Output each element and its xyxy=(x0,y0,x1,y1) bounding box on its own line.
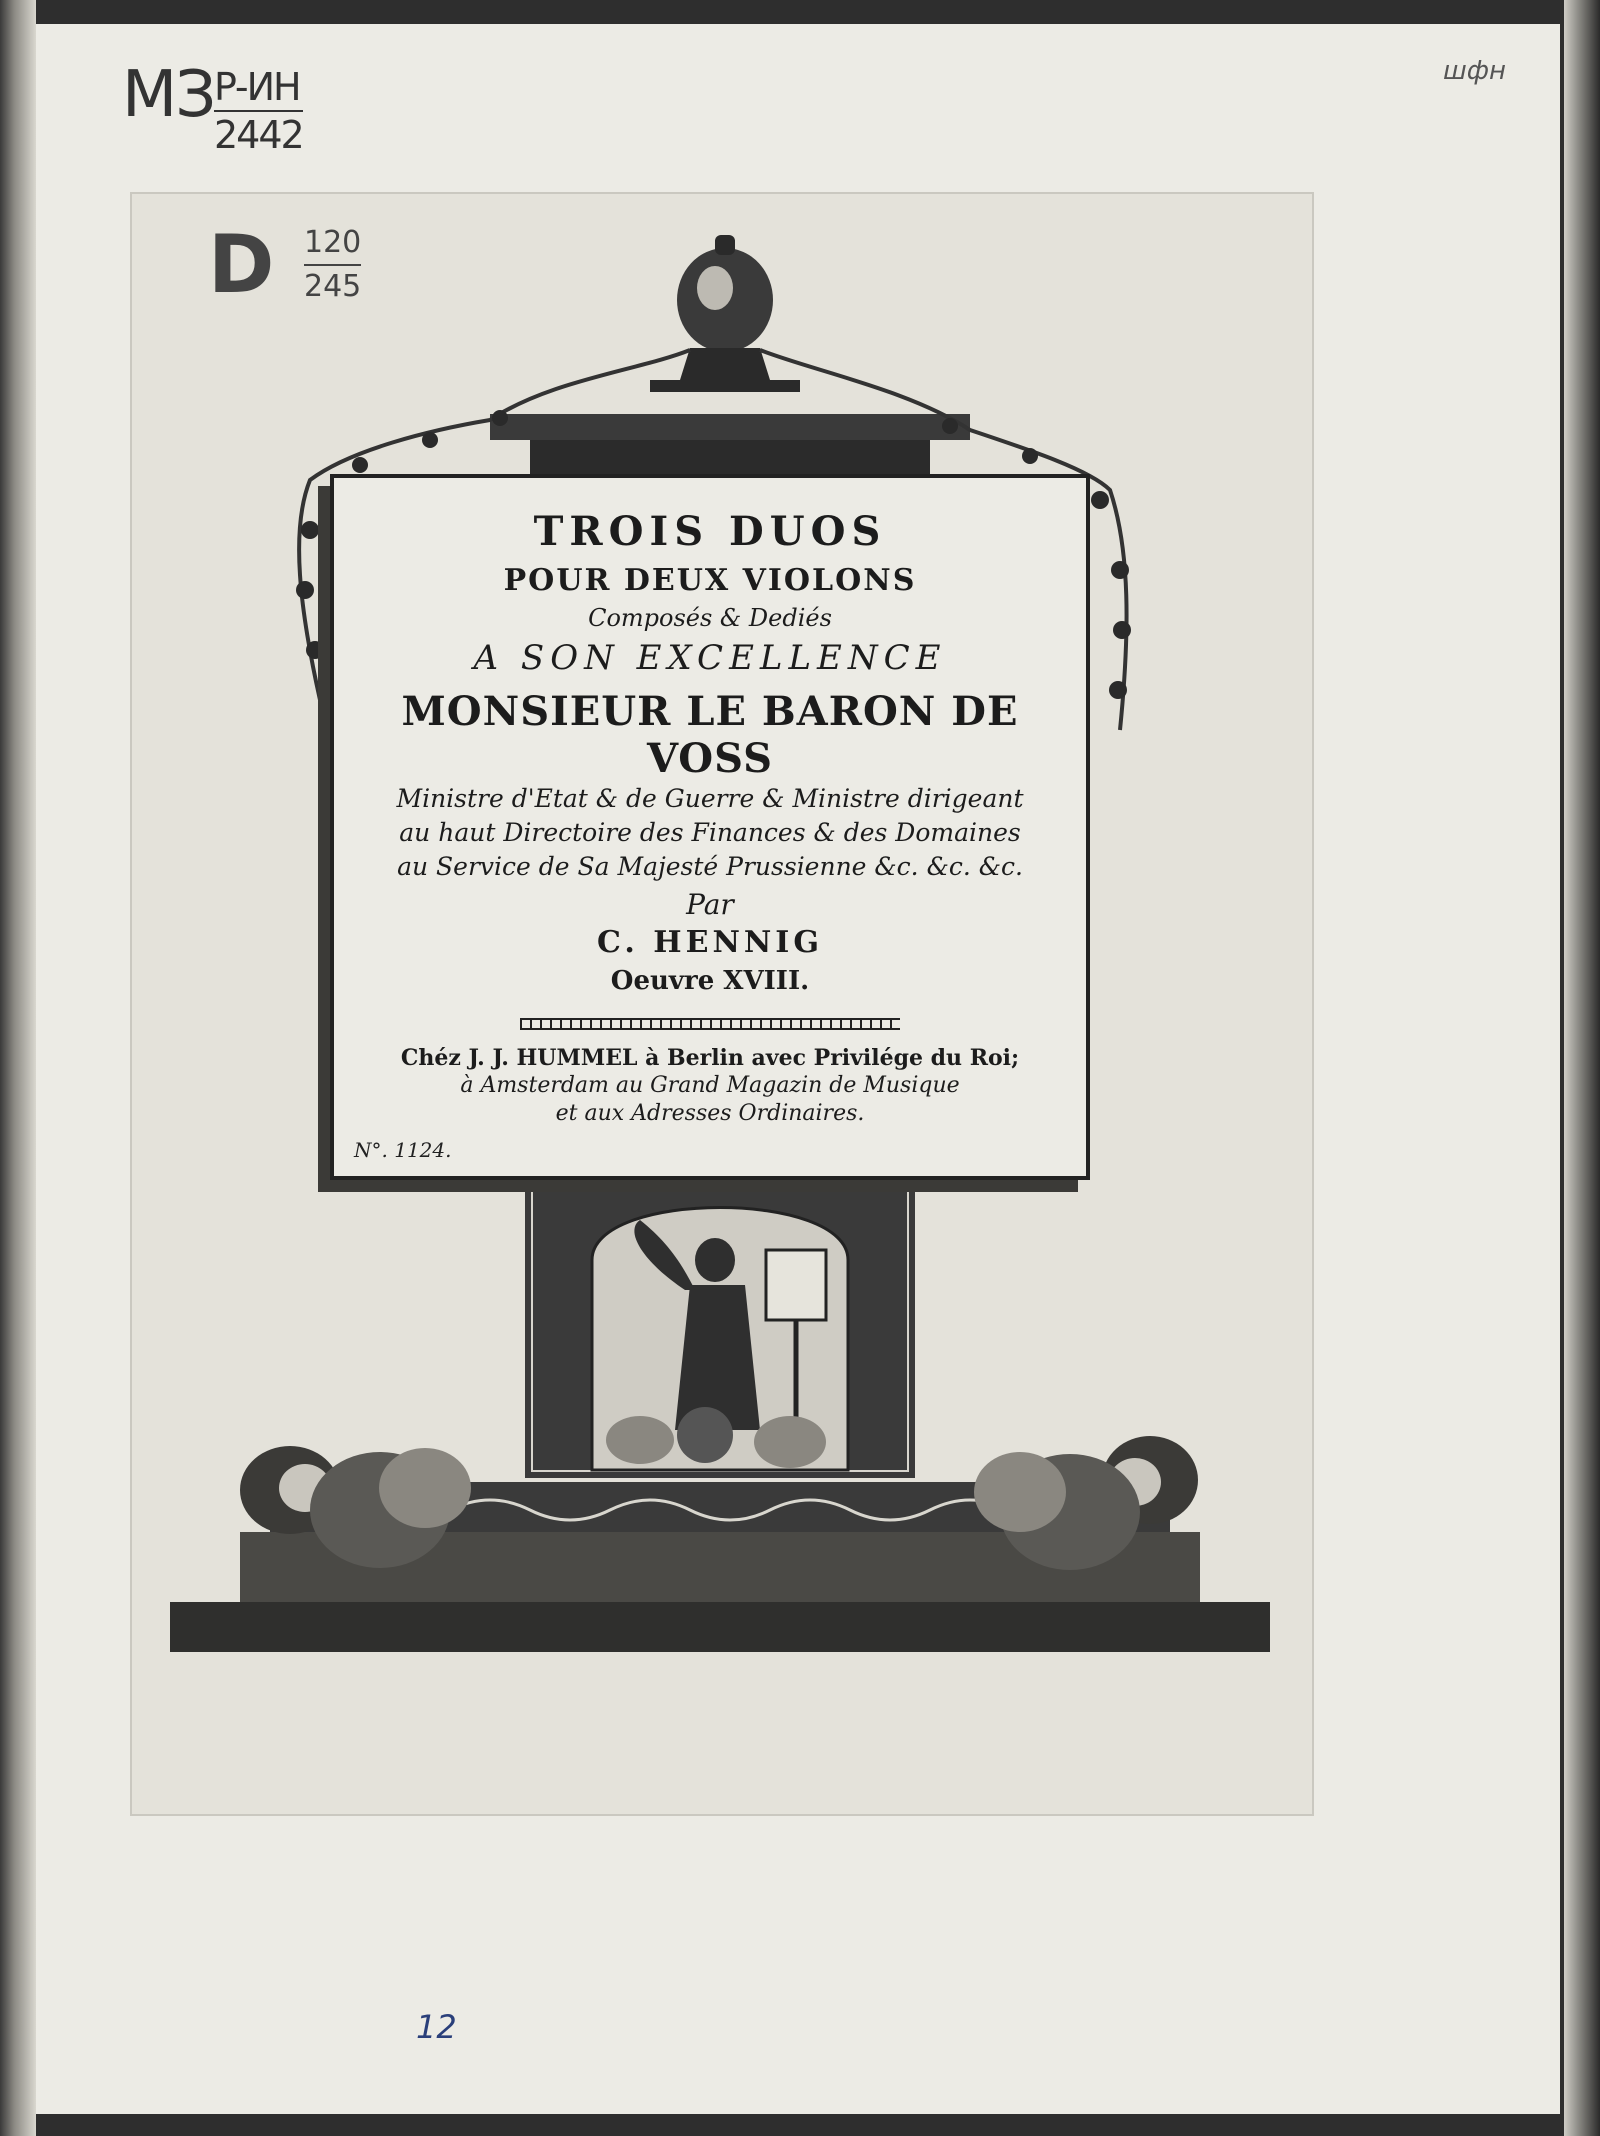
publisher-line-2: à Amsterdam au Grand Magazin de Musique xyxy=(460,1073,960,1098)
office-line-2: au haut Directoire des Finances & des Domaines xyxy=(399,818,1021,847)
dedication-line: A SON EXCELLENCE xyxy=(473,638,947,678)
shelfmark-bottom: 2442 xyxy=(214,113,303,157)
page-number: 12 xyxy=(416,2008,457,2046)
work-subtitle: POUR DEUX VIOLONS xyxy=(503,563,917,598)
shelfmark-top: Р-ИН xyxy=(214,64,303,112)
composer-name: C. HENNIG xyxy=(597,925,823,960)
shelfmark-stamp xyxy=(122,58,303,157)
dedicatee-name: MONSIEUR LE BARON DE VOSS xyxy=(401,688,1019,782)
cornice xyxy=(490,414,970,440)
publisher-line-3: et aux Adresses Ordinaires. xyxy=(555,1101,865,1126)
office-line-1: Ministre d'Etat & de Guerre & Ministre dirigeant xyxy=(396,784,1024,813)
corner-note: шфн xyxy=(1442,56,1506,86)
publisher-line-1: Chéz J. J. HUMMEL à Berlin avec Privilége du Roi; xyxy=(400,1045,1020,1071)
work-title: TROIS DUOS xyxy=(533,508,887,555)
base-plinth xyxy=(170,1602,1270,1652)
inventory-letter: D xyxy=(208,218,275,311)
urn-illustration xyxy=(650,235,800,392)
office-line-3: au Service de Sa Majesté Prussienne &c. &c. &c. xyxy=(397,852,1023,881)
composed-line: Composés & Dediés xyxy=(588,604,832,632)
title-cartouche xyxy=(330,474,1090,1180)
by-line: Par xyxy=(686,888,734,921)
ornamental-rule xyxy=(520,1018,900,1030)
book-binding xyxy=(0,0,36,2136)
shelfmark-prefix: МЗ xyxy=(122,58,215,132)
inventory-top: 120 xyxy=(304,222,361,266)
engraving xyxy=(170,230,1270,1710)
opus-number: Oeuvre XVIII. xyxy=(610,966,810,996)
inventory-bottom: 245 xyxy=(304,269,362,304)
page-edge xyxy=(1564,0,1600,2136)
plate-number: N°. 1124. xyxy=(354,1138,452,1162)
